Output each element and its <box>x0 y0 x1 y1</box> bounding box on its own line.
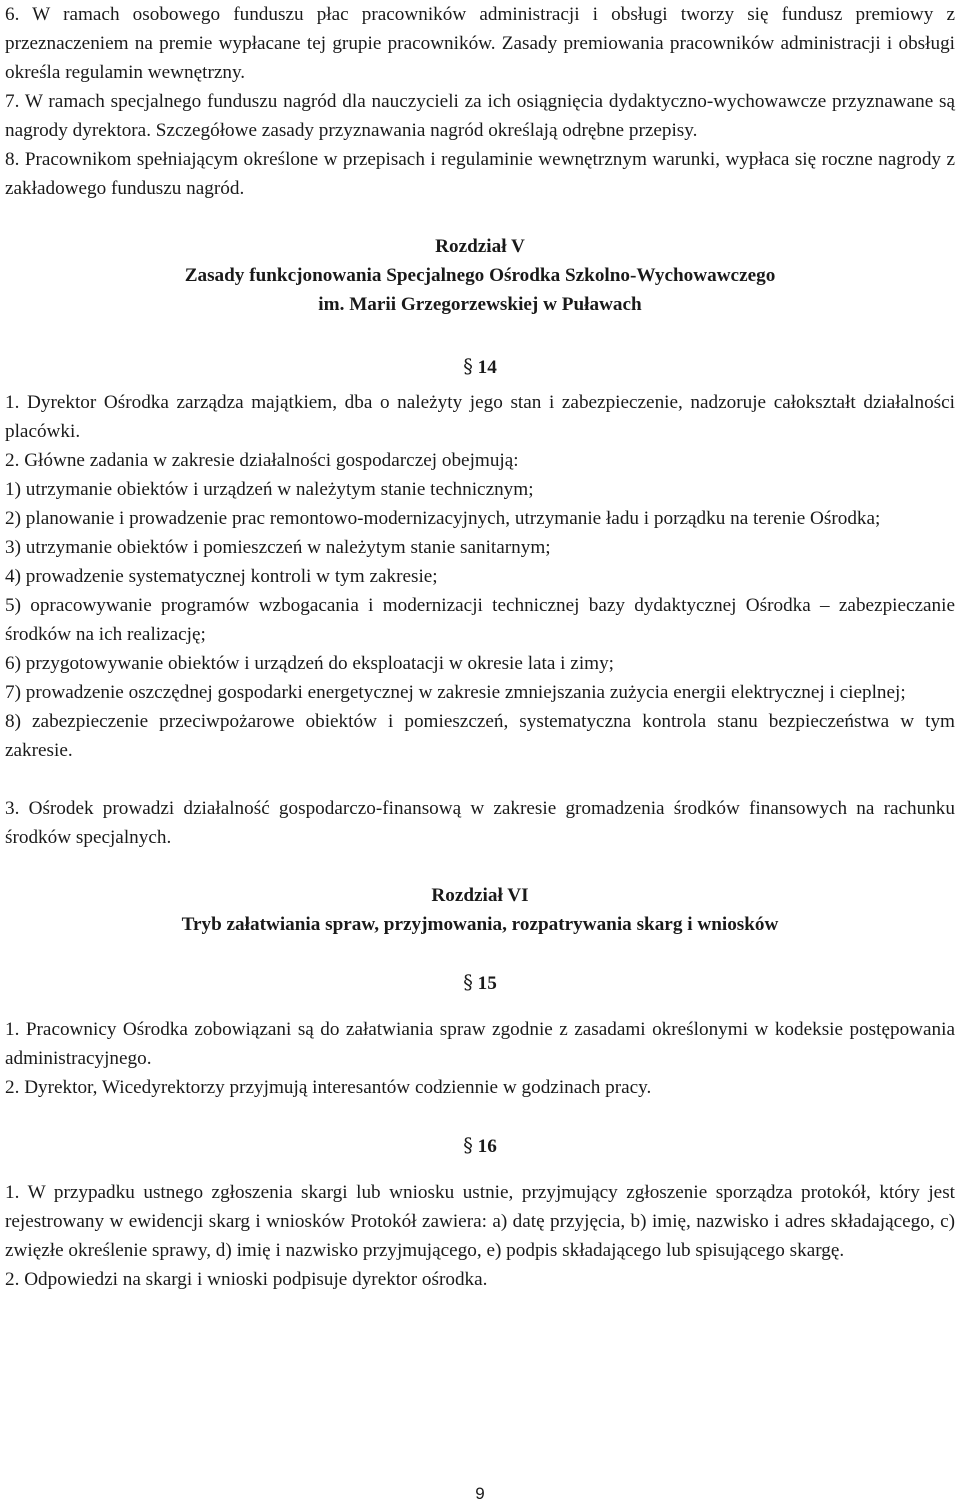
list-item: 7) prowadzenie oszczędnej gospodarki energetycznej w zakresie zmniejszania zużycia energii elektrycznej i cieplnej; <box>5 682 906 703</box>
chapter-title: Rozdział VI <box>431 885 529 906</box>
list-item: 1. Pracownicy Ośrodka zobowiązani są do załatwiania spraw zgodnie z zasadami określonymi w kodeksie postępowania administracyjnego. <box>5 1019 955 1069</box>
list-item: 5) opracowywanie programów wzbogacania i modernizacji technicznej bazy dydaktycznej Ośrodka – zabezpieczanie środków na ich realizację; <box>5 595 955 645</box>
section-heading <box>5 352 955 382</box>
list-item: 3) utrzymanie obiektów i pomieszczeń w należytym stanie sanitarnym; <box>5 537 551 558</box>
list-item: 8) zabezpieczenie przeciwpożarowe obiektów i pomieszczeń, systematyczna kontrola stanu bezpieczeństwa w tym zakresie. <box>5 711 955 761</box>
list-item: 1. Dyrektor Ośrodka zarządza majątkiem, dba o należyty jego stan i zabezpieczenie, nadzoruje całokształt działalności placówki. <box>5 392 955 442</box>
section-number: 16 <box>477 1136 497 1157</box>
chapter-title: Rozdział V <box>435 236 525 257</box>
page-number: 9 <box>475 1484 485 1503</box>
section-heading <box>5 968 955 998</box>
list-item: 4) prowadzenie systematycznej kontroli w tym zakresie; <box>5 566 438 587</box>
list-item: 2. Główne zadania w zakresie działalności gospodarczej obejmują: <box>5 450 519 471</box>
list-item: 2. Dyrektor, Wicedyrektorzy przyjmują interesantów codziennie w godzinach pracy. <box>5 1077 652 1098</box>
section-heading <box>5 1131 955 1161</box>
list-item: 1) utrzymanie obiektów i urządzeń w należytym stanie technicznym; <box>5 479 534 500</box>
section-number: 15 <box>477 973 497 994</box>
list-item: 1. W przypadku ustnego zgłoszenia skargi lub wniosku ustnie, przyjmujący zgłoszenie sporządza protokół, który jest rejestrowany w ewidencji skarg i wniosków Protokół zawiera: a) datę przyjęcia, b) imię, nazwisko i adres składającego, c) zwięzłe określenie sprawy, d) imię i nazwisko przyjmującego, e) podpis składającego lub spisującego skargę. <box>5 1182 955 1261</box>
chapter-subtitle: Tryb załatwiania spraw, przyjmowania, rozpatrywania skarg i wniosków <box>181 914 779 935</box>
section-number: 14 <box>477 357 497 378</box>
section-sign-icon: § <box>463 971 473 994</box>
list-item: 6) przygotowywanie obiektów i urządzeń do eksploatacji w okresie lata i zimy; <box>5 653 615 674</box>
list-item: 2. Odpowiedzi na skargi i wnioski podpisuje dyrektor ośrodka. <box>5 1269 488 1290</box>
paragraph-6: 6. W ramach osobowego funduszu płac pracowników administracji i obsługi tworzy się fundusz premiowy z przeznaczeniem na premie wypłacane tej grupie pracowników. Zasady premiowania pracowników administracji i obsługi określa regulamin wewnętrzny. <box>5 4 955 83</box>
document-page <box>5 0 955 1294</box>
chapter-subtitle: Zasady funkcjonowania Specjalnego Ośrodka Szkolno-Wychowawczego <box>184 265 776 286</box>
list-item: 3. Ośrodek prowadzi działalność gospodarczo-finansową w zakresie gromadzenia środków finansowych na rachunku środków specjalnych. <box>5 798 955 848</box>
section-sign-icon: § <box>463 1134 473 1157</box>
paragraph-8: 8. Pracownikom spełniającym określone w przepisach i regulaminie wewnętrznym warunki, wypłaca się roczne nagrody z zakładowego funduszu nagród. <box>5 149 955 199</box>
list-item: 2) planowanie i prowadzenie prac remontowo-modernizacyjnych, utrzymanie ładu i porządku na terenie Ośrodka; <box>5 508 881 529</box>
section-sign-icon: § <box>463 355 473 378</box>
paragraph-7: 7. W ramach specjalnego funduszu nagród dla nauczycieli za ich osiągnięcia dydaktyczno-wychowawcze przyznawane są nagrody dyrektora. Szczegółowe zasady przyznawania nagród określają odrębne przepisy. <box>5 91 955 141</box>
chapter-subtitle: im. Marii Grzegorzewskiej w Puławach <box>318 294 642 315</box>
